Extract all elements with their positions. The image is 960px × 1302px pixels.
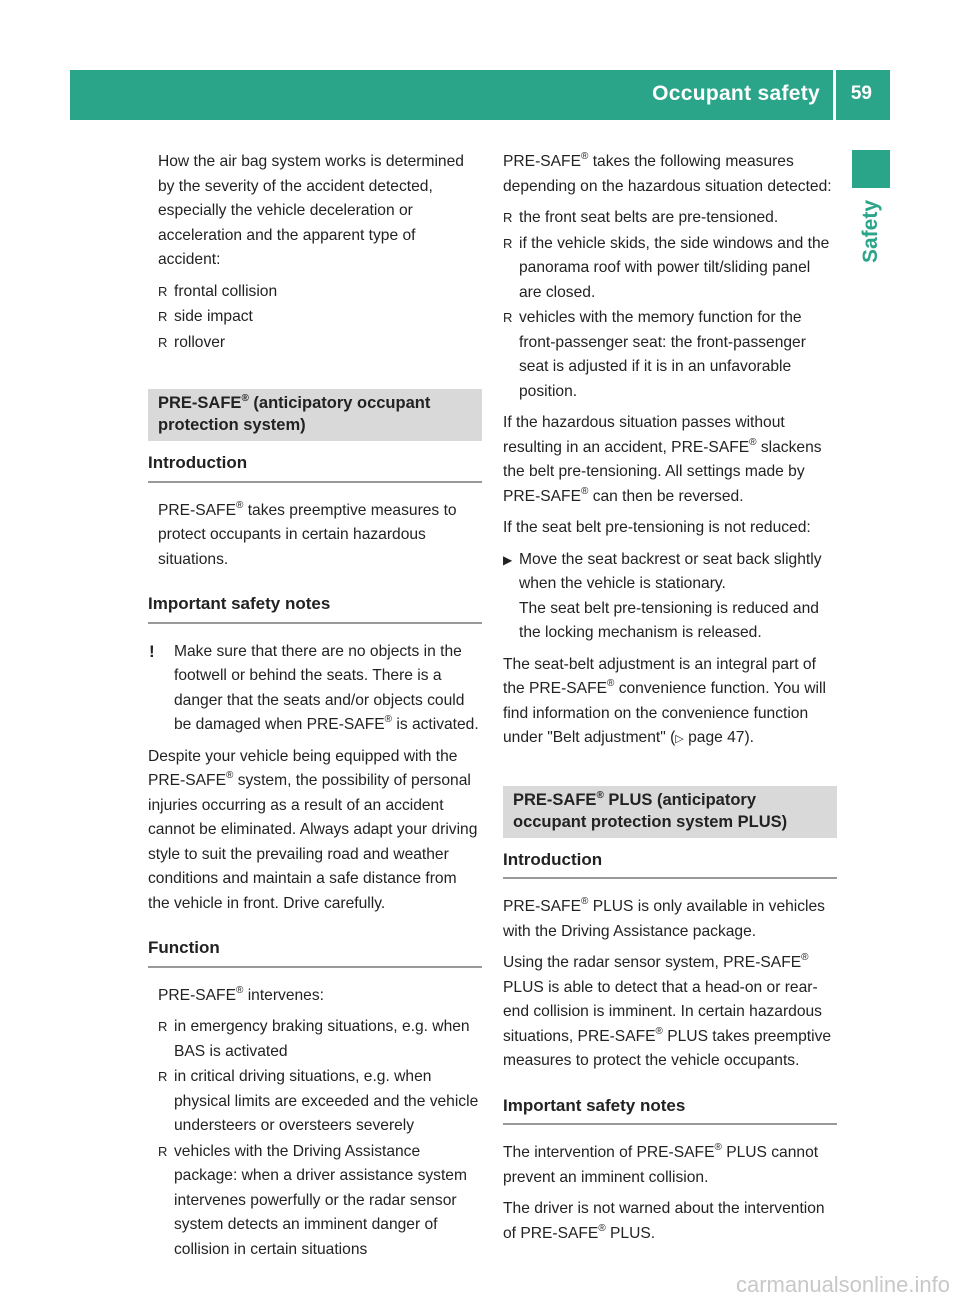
intervention-paragraph: The intervention of PRE-SAFE® PLUS cannot prevent an imminent collision. (503, 1142, 819, 1186)
function-list (148, 1015, 482, 1262)
page-title: Occupant safety (652, 82, 820, 105)
list-item: R rollover (158, 333, 226, 351)
page-ref-icon: ▷ (675, 733, 684, 745)
not-reduced-paragraph: If the seat belt pre-tensioning is not reduced: (503, 519, 811, 536)
function-intro: PRE-SAFE® intervenes: (158, 984, 324, 1004)
heading-introduction-plus: Introduction (503, 848, 837, 880)
page-number: 59 (850, 83, 872, 104)
list-item: R the front seat belts are pre-tensioned. (503, 209, 779, 226)
integral-paragraph: The seat-belt adjustment is an integral part of the PRE-SAFE® convenience function. You will find information on the convenience function under "Belt adjustment" (▷ page 47). (503, 655, 826, 746)
list-item: R vehicles with the memory function for the front-passenger seat: the front-passenger seat is adjusted if it is in an unfavorable position. (503, 309, 806, 400)
measures-list (503, 206, 837, 404)
presafe-intro: PRE-SAFE® takes preemptive measures to protect occupants in certain hazardous situations. (158, 499, 457, 568)
section-marker (852, 150, 890, 188)
header-divider (833, 70, 836, 120)
heading-safety-notes: Important safety notes (148, 592, 482, 624)
page-ref-link[interactable]: page 47). (683, 729, 754, 746)
radar-paragraph: Using the radar sensor system, PRE-SAFE® PLUS is able to detect that a head-on or rear-end collision is imminent. In certain hazardous situations, PRE-SAFE® PLUS takes preemptive measures to protect the vehicle occupants. (503, 952, 832, 1069)
warning-icon: ! (149, 641, 155, 661)
watermark: carmanualsonline.info (735, 1272, 950, 1297)
list-item: R in critical driving situations, e.g. when physical limits are exceeded and the vehicle understeers or oversteers severely (158, 1068, 479, 1134)
step-arrow-icon: ▶ (503, 552, 513, 567)
list-item: R if the vehicle skids, the side windows and the panorama roof with power tilt/sliding panel are closed. (503, 234, 830, 301)
step-result: The seat belt pre-tensioning is reduced and the locking mechanism is released. (519, 599, 819, 641)
measures-intro: PRE-SAFE® takes the following measures depending on the hazardous situation detected: (503, 151, 832, 195)
heading-safety-notes-plus: Important safety notes (503, 1094, 837, 1126)
driver-paragraph: The driver is not warned about the intervention of PRE-SAFE® PLUS. (503, 1200, 825, 1242)
airbag-intro: How the air bag system works is determined by the severity of the accident detected, especially the vehicle deceleration or acceleration and the apparent type of accident: (158, 153, 464, 268)
section-box-presafe: PRE-SAFE® (anticipatory occupant protection system) (148, 389, 482, 441)
right-column (503, 150, 837, 1253)
list-item: R in emergency braking situations, e.g. when BAS is activated (158, 1018, 470, 1060)
plus-intro: PRE-SAFE® PLUS is only available in vehicles with the Driving Assistance package. (503, 896, 825, 940)
list-item: R vehicles with the Driving Assistance package: when a driver assistance system intervenes powerfully or the radar sensor system detects an imminent danger of collision in certain situations (158, 1142, 467, 1258)
instruction-step: ▶ Move the seat backrest or seat back slightly when the vehicle is stationary. The seat belt pre-tensioning is reduced and the locking mechanism is released. (503, 548, 837, 646)
left-column (148, 150, 482, 1269)
warning-note: ! Make sure that there are no objects in the footwell or behind the seats. There is a danger that the seats and/or objects could be damaged when PRE-SAFE® is activated. (149, 641, 479, 733)
section-label: Safety (859, 200, 882, 264)
accident-type-list (148, 280, 482, 356)
section-box-presafe-plus: PRE-SAFE® PLUS (anticipatory occupant protection system PLUS) (503, 786, 837, 838)
despite-paragraph: Despite your vehicle being equipped with the PRE-SAFE® system, the possibility of personal injuries occurring as a result of an accident cannot be eliminated. Always adapt your driving style to suit the prevailing road and weather conditions and maintain a safe distance from the vehicle in front. Drive carefully. (148, 747, 478, 912)
list-item: R side impact (158, 308, 253, 325)
list-item: R frontal collision (158, 282, 278, 300)
heading-introduction: Introduction (148, 451, 482, 483)
heading-function: Function (148, 936, 482, 968)
passes-paragraph: If the hazardous situation passes without resulting in an accident, PRE-SAFE® slackens the belt pre-tensioning. All settings made by PRE-SAFE® can then be reversed. (503, 414, 822, 505)
header-bar (70, 70, 890, 120)
